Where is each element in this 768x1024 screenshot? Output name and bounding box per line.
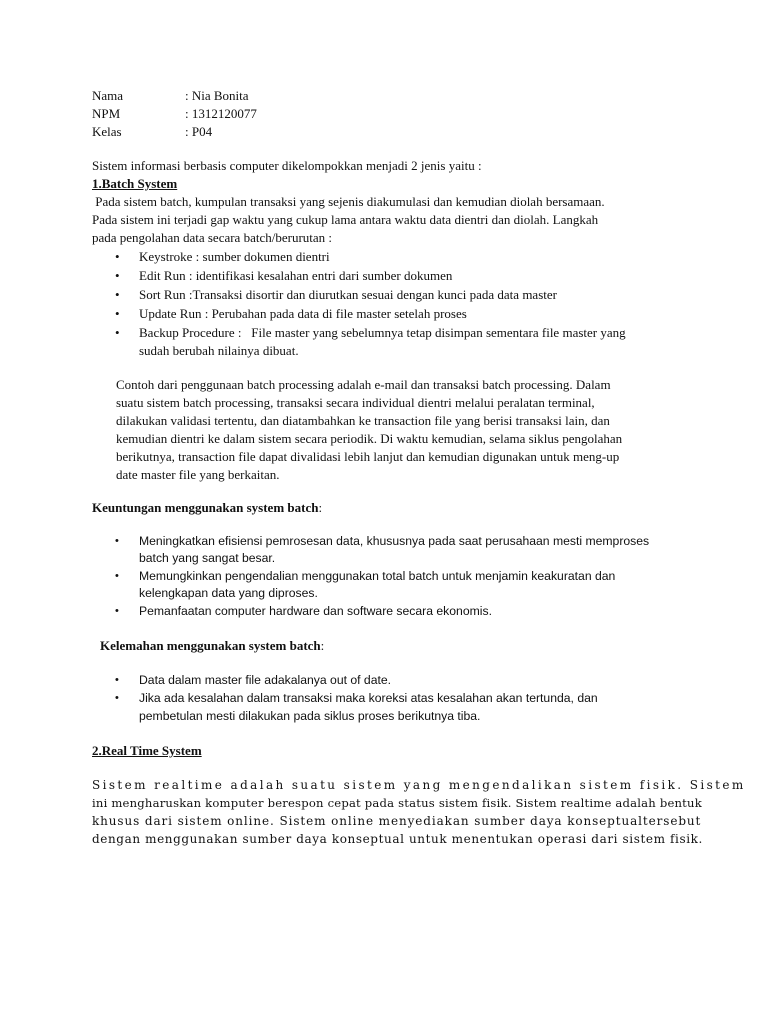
- example-line: Contoh dari penggunaan batch processing adalah e-mail dan transaksi batch processing. Dalam: [116, 377, 611, 392]
- bullet-icon: •: [115, 570, 119, 582]
- disadvantage-item: Jika ada kesalahan dalam transaksi maka koreksi atas kesalahan akan tertunda, dan: [139, 691, 598, 705]
- realtime-line: Sistem realtime adalah suatu sistem yang mengendalikan sistem fisik. Sistem: [92, 778, 746, 792]
- step-item: Edit Run : identifikasi kesalahan entri dari sumber dokumen: [139, 268, 453, 283]
- example-line: date master file yang berkaitan.: [116, 467, 280, 482]
- disadvantage-item-continuation: pembetulan mesti dilakukan pada siklus proses berikutnya tiba.: [139, 709, 481, 723]
- disadvantages-colon: :: [320, 638, 325, 653]
- advantage-item: Pemanfaatan computer hardware dan software secara ekonomis.: [139, 604, 492, 618]
- step-item: Update Run : Perubahan pada data di file master setelah proses: [139, 306, 467, 321]
- batch-paragraph-line: pada pengolahan data secara batch/berurutan :: [92, 230, 333, 245]
- bullet-icon: •: [115, 605, 119, 617]
- bullet-icon: •: [115, 535, 119, 547]
- batch-paragraph-line: Pada sistem batch, kumpulan transaksi yang sejenis diakumulasi dan kemudian diolah bersamaan.: [92, 194, 605, 209]
- intro-text: Sistem informasi berbasis computer dikelompokkan menjadi 2 jenis yaitu :: [92, 158, 482, 173]
- class-label: Kelas: [92, 124, 122, 139]
- name-label: Nama: [92, 88, 124, 103]
- class-value: : P04: [185, 124, 213, 139]
- advantage-item: Memungkinkan pengendalian menggunakan total batch untuk menjamin keakuratan dan: [139, 569, 616, 583]
- npm-value: : 1312120077: [185, 106, 257, 121]
- batch-heading: 1.Batch System: [92, 176, 178, 191]
- bullet-icon: •: [115, 306, 120, 321]
- advantages-heading: Keuntungan menggunakan system batch: [92, 500, 319, 515]
- advantage-item-continuation: kelengkapan data yang diproses.: [139, 586, 318, 600]
- bullet-icon: •: [115, 674, 119, 686]
- bullet-icon: •: [115, 268, 120, 283]
- example-line: berikutnya, transaction file dapat divalidasi lebih lanjut dan kemudian digunakan untuk meng-up: [116, 449, 620, 464]
- disadvantages-heading: Kelemahan menggunakan system batch: [100, 638, 321, 653]
- realtime-heading: 2.Real Time System: [92, 743, 202, 758]
- example-line: dilakukan validasi tertentu, dan diatambahkan ke transaction file yang berisi transaksi lain, dan: [116, 413, 610, 428]
- advantage-item-continuation: batch yang sangat besar.: [139, 551, 276, 565]
- step-item: Backup Procedure : File master yang sebelumnya tetap disimpan sementara file master yang: [139, 325, 626, 340]
- example-line: suatu sistem batch processing, transaksi secara individual dientri melalui peralatan terminal,: [116, 395, 595, 410]
- bullet-icon: •: [115, 325, 120, 340]
- example-line: kemudian dientri ke dalam sistem secara periodik. Di waktu kemudian, selama siklus pengolahan: [116, 431, 623, 446]
- realtime-line: khusus dari sistem online. Sistem online menyediakan sumber daya konseptualtersebut: [92, 814, 702, 828]
- step-item: Keystroke : sumber dokumen dientri: [139, 249, 330, 264]
- npm-label: NPM: [92, 106, 121, 121]
- realtime-line: ini mengharuskan komputer berespon cepat pada status sistem fisik. Sistem realtime adalah bentuk: [92, 796, 702, 810]
- name-value: : Nia Bonita: [185, 88, 249, 103]
- disadvantage-item: Data dalam master file adakalanya out of date.: [139, 673, 392, 687]
- step-item: Sort Run :Transaksi disortir dan diurutkan sesuai dengan kunci pada data master: [139, 287, 557, 302]
- disadvantages-heading-row: [100, 637, 324, 655]
- batch-paragraph-line: Pada sistem ini terjadi gap waktu yang cukup lama antara waktu data dientri dan diolah. Langkah: [92, 212, 599, 227]
- bullet-icon: •: [115, 692, 119, 704]
- advantage-item: Meningkatkan efisiensi pemrosesan data, khususnya pada saat perusahaan mesti memproses: [139, 534, 650, 548]
- bullet-icon: •: [115, 287, 120, 302]
- bullet-icon: •: [115, 249, 120, 264]
- advantages-heading-row: [92, 499, 322, 517]
- realtime-line: dengan menggunakan sumber daya konseptual untuk menentukan operasi dari sistem fisik.: [92, 832, 703, 846]
- advantages-colon: :: [318, 500, 323, 515]
- step-item-continuation: sudah berubah nilainya dibuat.: [139, 343, 299, 358]
